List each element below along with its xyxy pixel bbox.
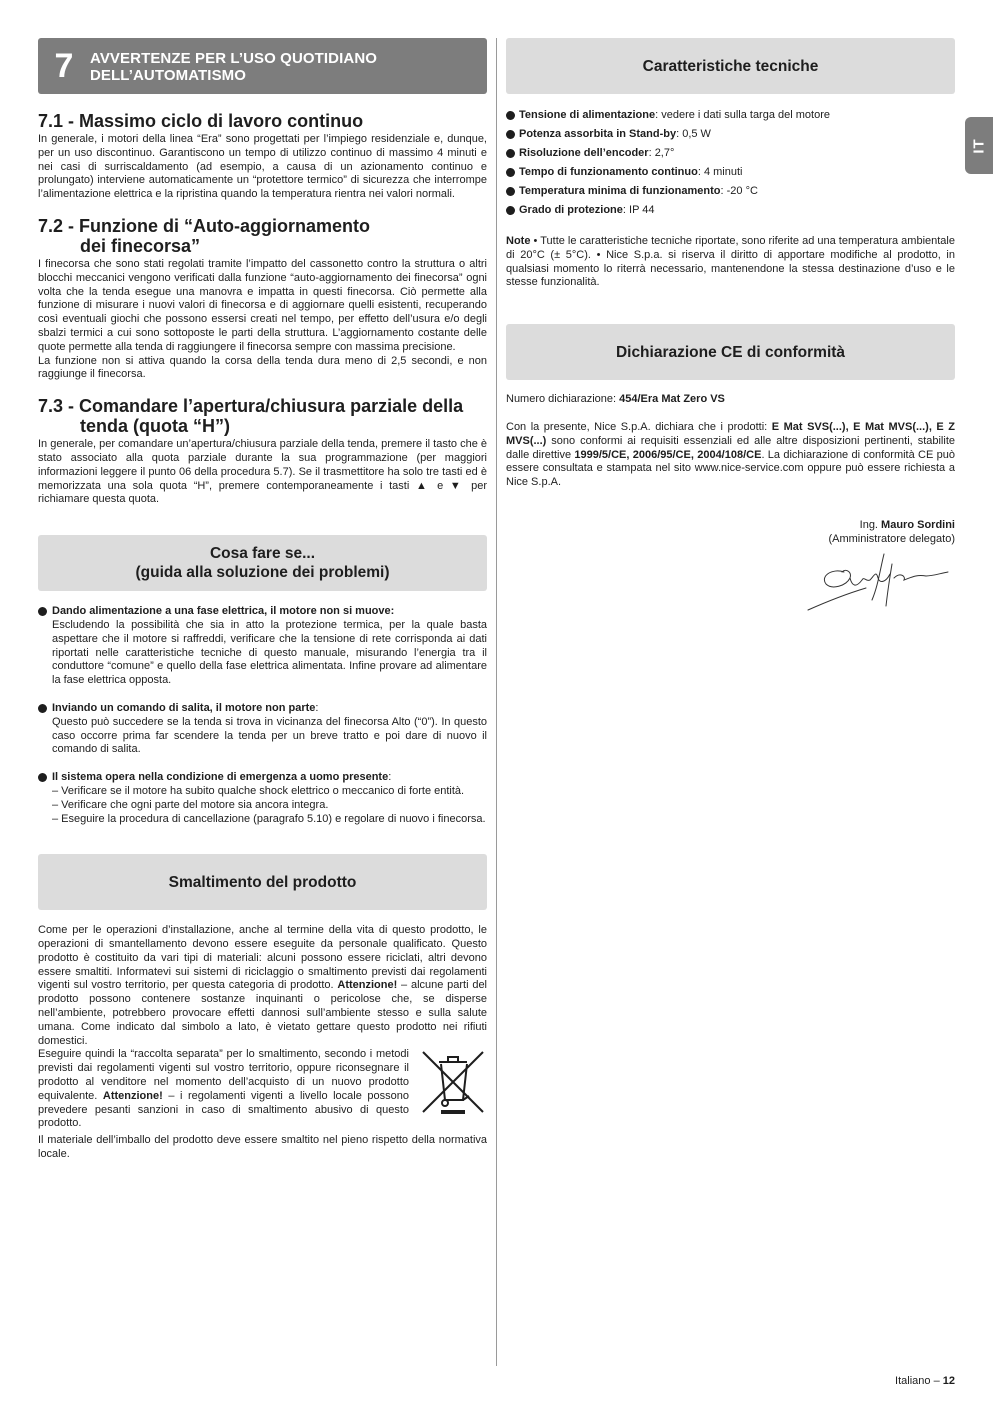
spec-item: Risoluzione dell’encoder: 2,7° xyxy=(506,144,955,163)
page-number: 12 xyxy=(942,1375,955,1387)
signer-name: Ing. Mauro Sordini xyxy=(859,518,955,531)
troubleshooting-list xyxy=(38,605,487,826)
column-divider xyxy=(496,38,497,1366)
chapter-title: AVVERTENZE PER L’USO QUOTIDIANO DELL’AUTOMATISMO xyxy=(90,50,378,84)
chapter-header xyxy=(38,38,487,94)
page-footer: Italiano – 12 xyxy=(895,1375,955,1387)
disposal-paragraph: Come per le operazioni d’installazione, anche al termine della vita di questo prodotto, le operazioni di smantellamento devono essere eseguite da personale qualificato. Questo prodotto è costituito da vari tipi di materiali: alcuni possono essere riciclati, altri devono essere smaltiti. Informatevi sui sistemi di riciclaggio o smaltimento previsti dai regolamenti vigenti sul vostro territorio, per questa categoria di prodotto. Attenzione! – alcune parti del prodotto possono contenere sostanze inquinanti o pericolose che, se disperse nell’ambiente, potrebbero provocare effetti dannosi sull’ambiente stesso e sulla salute umana. Come indicato dal simbolo a lato, è vietato gettare questo prodotto nei rifiuti domestici. xyxy=(38,924,488,1047)
section-7-2-title: 7.2 - Funzione di “Auto-aggiornamento dei finecorsa” xyxy=(38,215,370,256)
section-7-3-body: In generale, per comandare un’apertura/chiusura parziale della tenda, premere il tasto che è stato associato alla quota parziale durante la sua programmazione (per maggiori informazioni leggere il punto 06 della procedura 5.7). Se il trasmettitore ha solo tre tasti ed è memorizzata una sola quota “H”, premere contemporaneamente i tasti ▲ e ▼ per richiamare questa quota. xyxy=(38,438,487,506)
signer-role: (Amministratore delegato) xyxy=(828,533,955,546)
troubleshooting-item: Dando alimentazione a una fase elettrica, il motore non si muove: Escludendo la possibilità che sia in atto la protezione termica, per la quale basta aspettare che il motore si raffreddi, verificare che la tensione di rete corrisponda ai dati riportati nelle caratteristiche tecniche di questo manuale, misurando l’energia tra il conduttore “comune” e quello della fase elettrica alimentata. Infine provare ad alimentare la fase elettrica opposta. xyxy=(38,605,487,688)
signer-block xyxy=(506,518,955,547)
disposal-box: Smaltimento del prodotto xyxy=(38,854,487,910)
spec-item: Potenza assorbita in Stand-by: 0,5 W xyxy=(506,125,955,144)
specs-box: Caratteristiche tecniche xyxy=(506,38,955,94)
ce-declaration-text: Con la presente, Nice S.p.A. dichiara che i prodotti: E Mat SVS(...), E Mat MVS(...), E Z MVS(...) sono conformi ai requisiti essenziali ed alle altre disposizioni pertinenti, stabilite dalle direttive 1999/5/CE, 2006/95/CE, 2004/108/CE. La dichiarazione di conformità CE può essere consultata e stampata nel sito www.nice-service.com oppure può essere richiesta a Nice S.p.A. xyxy=(506,420,955,489)
right-column xyxy=(506,38,955,547)
section-7-2-body: I finecorsa che sono stati regolati tramite l’impatto del cassonetto contro la struttura o altri blocchi meccanici vengono verificati dalla funzione “auto-aggiornamento dei finecorsa” ogni volta che la tenda esegue una manovra e impatta in questi finecorsa. Ciò permette alla funzione di misurare i nuovi valori di finecorsa e di aggiornare quelli esistenti, recuperando così eventuali giochi che possono essersi creati nel tempo, per effetto dell’usura e/o degli sbalzi termici a cui sono sottoposte le parti della struttura. L’aggiornamento costante delle quote permette alla tenda di raggiungere il finecorsa sempre con massima precisione. xyxy=(38,257,487,353)
troubleshooting-box: Cosa fare se... (guida alla soluzione dei problemi) xyxy=(38,535,487,591)
section-7-2-note: La funzione non si attiva quando la corsa della tenda dura meno di 2,5 secondi, e non raggiunge il finecorsa. xyxy=(38,354,487,381)
section-7-1-body: In generale, i motori della linea “Era” sono progettati per l’impiego residenziale e, dunque, per un uso discontinuo. Garantiscono un tempo di utilizzo continuo di massimo 4 minuti e nei casi di surriscaldamento (ad esempio, a causa di un azionamento continuo e prolungato) interviene automaticamente un “protettore termico” di sicurezza che interrompe l’alimentazione elettrica e la ripristina quando la temperatura rientra nei valori normali. xyxy=(38,133,487,201)
bullet-icon xyxy=(506,206,515,215)
packaging-paragraph: Il materiale dell’imballo del prodotto deve essere smaltito nel pieno rispetto della normativa locale. xyxy=(38,1134,487,1161)
spec-item: Tensione di alimentazione: vedere i dati sulla targa del motore xyxy=(506,106,955,125)
spec-item: Tempo di funzionamento continuo: 4 minuti xyxy=(506,163,955,182)
bullet-icon xyxy=(506,149,515,158)
disposal-paragraph-2: Eseguire quindi la “raccolta separata” per lo smaltimento, secondo i metodi previsti dai regolamenti vigenti sul vostro territorio, oppure riconsegnare il prodotto al venditore nel momento dell’acquisto di un nuovo prodotto equivalente. Attenzione! – i regolamenti vigenti a livello locale possono prevedere pesanti sanzioni in caso di smaltimento abusivo di questo prodotto. xyxy=(38,1048,409,1130)
bullet-icon xyxy=(38,773,47,782)
specs-note: Note • Tutte le caratteristiche tecniche riportate, sono riferite ad una temperatura ambientale di 20°C (± 5°C). • Nice S.p.a. si riserva il diritto di apportare modifiche al prodotto, in qualsiasi momento lo riterrà necessario, mantenendone la stessa destinazione d’uso e le stesse funzionalità. xyxy=(506,235,955,289)
specs-list xyxy=(506,106,955,220)
ce-box: Dichiarazione CE di conformità xyxy=(506,324,955,380)
bullet-icon xyxy=(38,704,47,713)
bullet-icon xyxy=(506,111,515,120)
bullet-icon xyxy=(506,130,515,139)
bullet-icon xyxy=(506,187,515,196)
left-column xyxy=(38,38,487,1162)
spec-item: Temperatura minima di funzionamento: -20 °C xyxy=(506,182,955,201)
crossed-out-wheelie-bin-icon xyxy=(419,1048,487,1116)
chapter-number: 7 xyxy=(54,46,74,85)
language-tab: IT xyxy=(965,117,993,174)
troubleshooting-item: Il sistema opera nella condizione di emergenza a uomo presente: – Verificare se il motore ha subito qualche shock elettrico o meccanico di forte entità. – Verificare che ogni parte del motore sia ancora integra. – Eseguire la procedura di cancellazione (paragrafo 5.10) e regolare di nuovo i finecorsa. xyxy=(38,771,487,826)
bullet-icon xyxy=(38,607,47,616)
section-7-3-title: 7.3 - Comandare l’apertura/chiusura parziale della tenda (quota “H”) xyxy=(38,396,464,437)
troubleshooting-item: Inviando un comando di salita, il motore non parte: Questo può succedere se la tenda si trova in vicinanza del finecorsa Alto (“0”). In questo caso occorre prima far scendere la tenda per un breve tratto e poi dare di nuovo il comando di salita. xyxy=(38,702,487,757)
section-7-1-title: 7.1 - Massimo ciclo di lavoro continuo xyxy=(38,111,364,131)
signature-image xyxy=(806,550,951,612)
spec-item: Grado di protezione: IP 44 xyxy=(506,201,955,220)
ce-declaration-number: Numero dichiarazione: 454/Era Mat Zero VS xyxy=(506,393,725,406)
disposal-with-icon xyxy=(38,1048,487,1131)
bullet-icon xyxy=(506,168,515,177)
